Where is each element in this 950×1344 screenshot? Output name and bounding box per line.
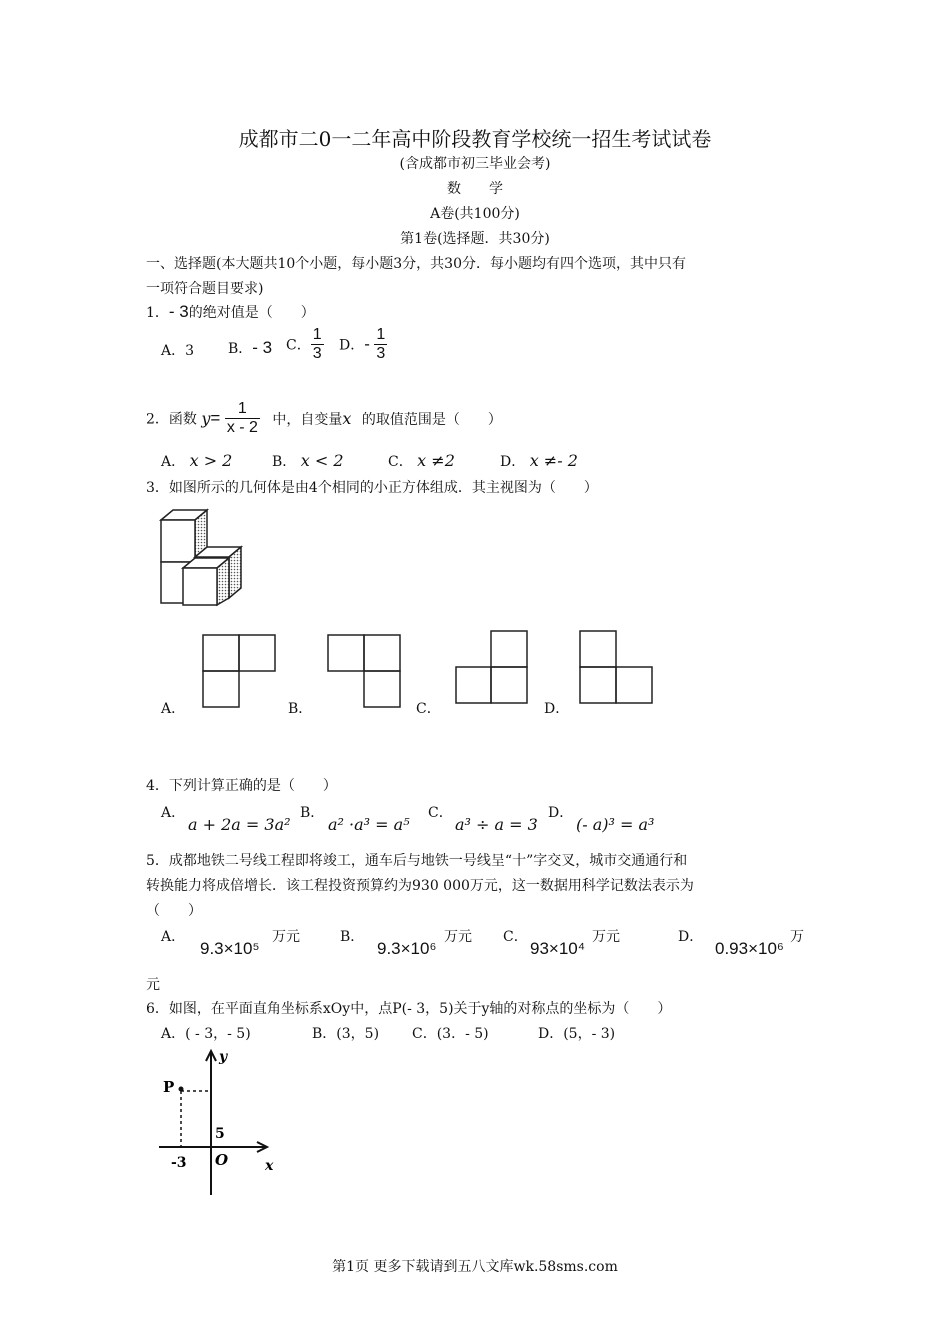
q2-option-d: D． x ≠- 2 bbox=[500, 451, 578, 470]
question-4: 4．下列计算正确的是（ ） bbox=[146, 778, 337, 794]
q3-option-a: A． bbox=[161, 701, 186, 717]
q6-option-a: A．( - 3，- 5) bbox=[161, 1026, 251, 1042]
q5-option-c-value: 93×10⁴ bbox=[530, 939, 586, 958]
q3-option-c: C． bbox=[416, 701, 441, 717]
q4-option-d-value: (- a)³ = a³ bbox=[576, 815, 655, 834]
q3-option-b: B． bbox=[288, 701, 313, 717]
cubes-figure bbox=[155, 505, 255, 610]
q3-figure-b bbox=[325, 632, 403, 712]
q4-option-a-value: a + 2a = 3a² bbox=[188, 815, 291, 834]
q3-figure-a bbox=[200, 632, 278, 712]
instructions-line1: 一、选择题(本大题共10个小题，每小题3分，共30分．每小题均有四个选项，其中只有 bbox=[146, 256, 686, 272]
coordinate-figure bbox=[155, 1045, 285, 1200]
q2-option-c: C． x ≠2 bbox=[388, 451, 455, 470]
q4-option-a-label: A． bbox=[161, 805, 186, 821]
q5-option-a-label: A． bbox=[161, 929, 186, 945]
q6-option-d: D．(5，- 3) bbox=[538, 1026, 616, 1042]
part-label: A卷(共100分) bbox=[430, 206, 520, 222]
origin-label: O bbox=[215, 1151, 229, 1169]
question-3: 3．如图所示的几何体是由4个相同的小正方体组成．其主视图为（ ） bbox=[146, 480, 598, 496]
q6-option-c: C．(3．- 5) bbox=[412, 1026, 489, 1042]
q5-option-d-value: 0.93×10⁶ bbox=[715, 939, 784, 958]
q5-option-d-label: D． bbox=[678, 929, 704, 945]
instructions-line2: 一项符合题目要求) bbox=[146, 281, 264, 297]
q4-option-d-label: D． bbox=[548, 805, 574, 821]
q4-option-c-label: C． bbox=[428, 805, 453, 821]
q1-option-a: A．3 bbox=[161, 343, 195, 359]
q5-option-a-value: 9.3×10⁵ bbox=[200, 939, 260, 958]
page-footer: 第1页 更多下载请到五八文库wk.58sms.com bbox=[332, 1259, 618, 1275]
question-1: 1．- 3的绝对值是（ ） bbox=[146, 302, 315, 321]
q3-figure-c bbox=[453, 628, 531, 706]
q5-option-d-unit: 万 bbox=[790, 929, 804, 945]
q5-option-b-unit: 万元 bbox=[444, 929, 472, 945]
section-label: 第1卷(选择题．共30分) bbox=[400, 231, 550, 247]
page-title: 成都市二0一二年高中阶段教育学校统一招生考试试卷 bbox=[238, 127, 712, 151]
q5-option-a-unit: 万元 bbox=[272, 929, 300, 945]
q5-option-b-value: 9.3×10⁶ bbox=[377, 939, 437, 958]
q1-option-b: B．- 3 bbox=[228, 338, 273, 357]
question-5-line2: 转换能力将成倍增长．该工程投资预算约为930 000万元，这一数据用科学记数法表示为 bbox=[146, 878, 694, 894]
q5-unit-wrap: 元 bbox=[146, 977, 160, 993]
q3-option-d: D． bbox=[544, 701, 570, 717]
q4-option-b-label: B． bbox=[300, 805, 325, 821]
x-axis-label: x bbox=[265, 1158, 274, 1174]
q4-option-b-value: a² ·a³ = a⁵ bbox=[328, 815, 410, 834]
question-6: 6．如图，在平面直角坐标系xOy中，点P(- 3，5)关于y轴的对称点的坐标为（ ） bbox=[146, 1001, 672, 1017]
q5-option-c-unit: 万元 bbox=[592, 929, 620, 945]
q4-option-c-value: a³ ÷ a = 3 bbox=[455, 815, 538, 834]
question-5-line3: （ ） bbox=[146, 903, 202, 919]
subject: 数 学 bbox=[447, 181, 503, 197]
point-p-label: P bbox=[163, 1078, 175, 1096]
question-2: 2．函数 y= $\frac{1}{x - 2}$ 中，自变量x 的取值范围是（ ） bbox=[146, 400, 502, 436]
tick-5-label: 5 bbox=[215, 1126, 225, 1142]
page-subtitle: (含成都市初三毕业会考) bbox=[399, 156, 551, 172]
q2-option-a: A． x > 2 bbox=[161, 451, 233, 470]
q3-figure-d bbox=[577, 628, 655, 708]
tick-minus3-label: -3 bbox=[171, 1155, 187, 1171]
y-axis-label: y bbox=[219, 1049, 228, 1065]
q1-option-c: C． $\frac{1}{3}$ bbox=[286, 326, 322, 362]
q6-option-b: B．(3，5) bbox=[312, 1026, 380, 1042]
q5-option-c-label: C． bbox=[503, 929, 528, 945]
question-5-line1: 5．成都地铁二号线工程即将竣工，通车后与地铁一号线呈“十”字交叉，城市交通通行和 bbox=[146, 853, 688, 869]
q5-option-b-label: B． bbox=[340, 929, 365, 945]
q2-option-b: B． x < 2 bbox=[272, 451, 344, 470]
q1-option-d: D．- $\frac{1}{3}$ bbox=[339, 326, 386, 362]
